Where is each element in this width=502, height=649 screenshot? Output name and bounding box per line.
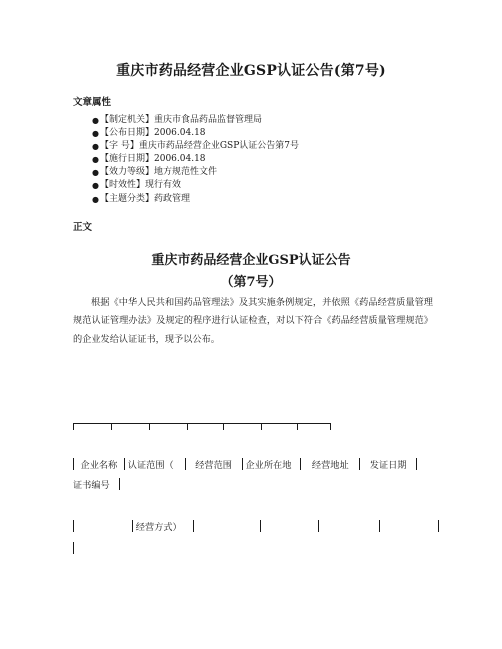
cell-divider (73, 458, 74, 470)
bullet-icon: ● (92, 116, 99, 125)
body-paragraph: 根据《中华人民共和国药品管理法》及其实施条例规定，并依照《药品经营质量管理规范认证管理办法》及规定的程序进行认证检查，对以下符合《药品经营质量管理规范》的企业发给认证证书，现予以公布。 (73, 297, 433, 345)
cell-divider (185, 458, 186, 470)
bullet-icon: ● (92, 181, 99, 191)
cell-divider (379, 520, 380, 532)
attribute-item: ● 【时效性】现行有效 (73, 179, 299, 192)
cell-divider (438, 520, 439, 532)
attributes-list (73, 114, 299, 206)
bullet-icon: ● (92, 194, 99, 204)
body-title: 重庆市药品经营企业GSP认证公告 (151, 253, 351, 268)
bullet-icon: ● (92, 155, 99, 165)
attribute-item: ● 【字 号】重庆市药品经营企业GSP认证公告第7号 (73, 140, 299, 153)
cell-divider (73, 520, 74, 532)
cell-divider (132, 520, 133, 532)
body-subtitle: （第7号） (220, 275, 282, 290)
cell-divider (300, 458, 301, 470)
attribute-item: ● 【主题分类】药政管理 (73, 193, 299, 206)
table-header-cell: 认证范围（ (127, 460, 174, 471)
body-heading: 正文 (73, 222, 93, 233)
attribute-item: ● 【施行日期】2006.04.18 (73, 153, 299, 166)
attribute-item: ● 【制定机关】重庆市食品药品监督管理局 (73, 114, 299, 127)
table-row (73, 520, 439, 535)
table-header-wrap (73, 478, 120, 493)
table-header-cell: 经营地址 (311, 460, 349, 471)
cell-divider (359, 458, 360, 470)
cell-divider (416, 458, 417, 470)
attribute-item: ● 【效力等级】地方规范性文件 (73, 166, 299, 179)
table-header-row (73, 458, 417, 473)
cell-divider (260, 520, 261, 532)
bullet-icon: ● (92, 168, 99, 178)
bullet-icon: ● (92, 142, 99, 152)
attribute-item: ● 【公布日期】2006.04.18 (73, 127, 299, 140)
cell-divider (193, 520, 194, 532)
table-header-cell: 发证日期 (369, 460, 407, 471)
document-title: 重庆市药品经营企业GSP认证公告(第7号) (116, 63, 386, 79)
table-header-cell: 企业名称 (80, 460, 118, 471)
attributes-heading: 文章属性 (73, 97, 112, 108)
table-cell: 经营方式） (135, 522, 182, 533)
cell-divider (242, 458, 243, 470)
table-row-continuation (73, 542, 74, 557)
table-header-cell: 证书编号 (73, 480, 110, 491)
cell-divider (318, 520, 319, 532)
cell-divider (119, 478, 120, 490)
bullet-icon: ● (92, 129, 99, 139)
table-header-cell: 经营范围 (195, 460, 232, 471)
cell-divider (73, 542, 74, 554)
table-header-cell: 企业所在地 (245, 460, 292, 471)
table-top-rule (73, 423, 331, 430)
cell-divider (124, 458, 125, 470)
